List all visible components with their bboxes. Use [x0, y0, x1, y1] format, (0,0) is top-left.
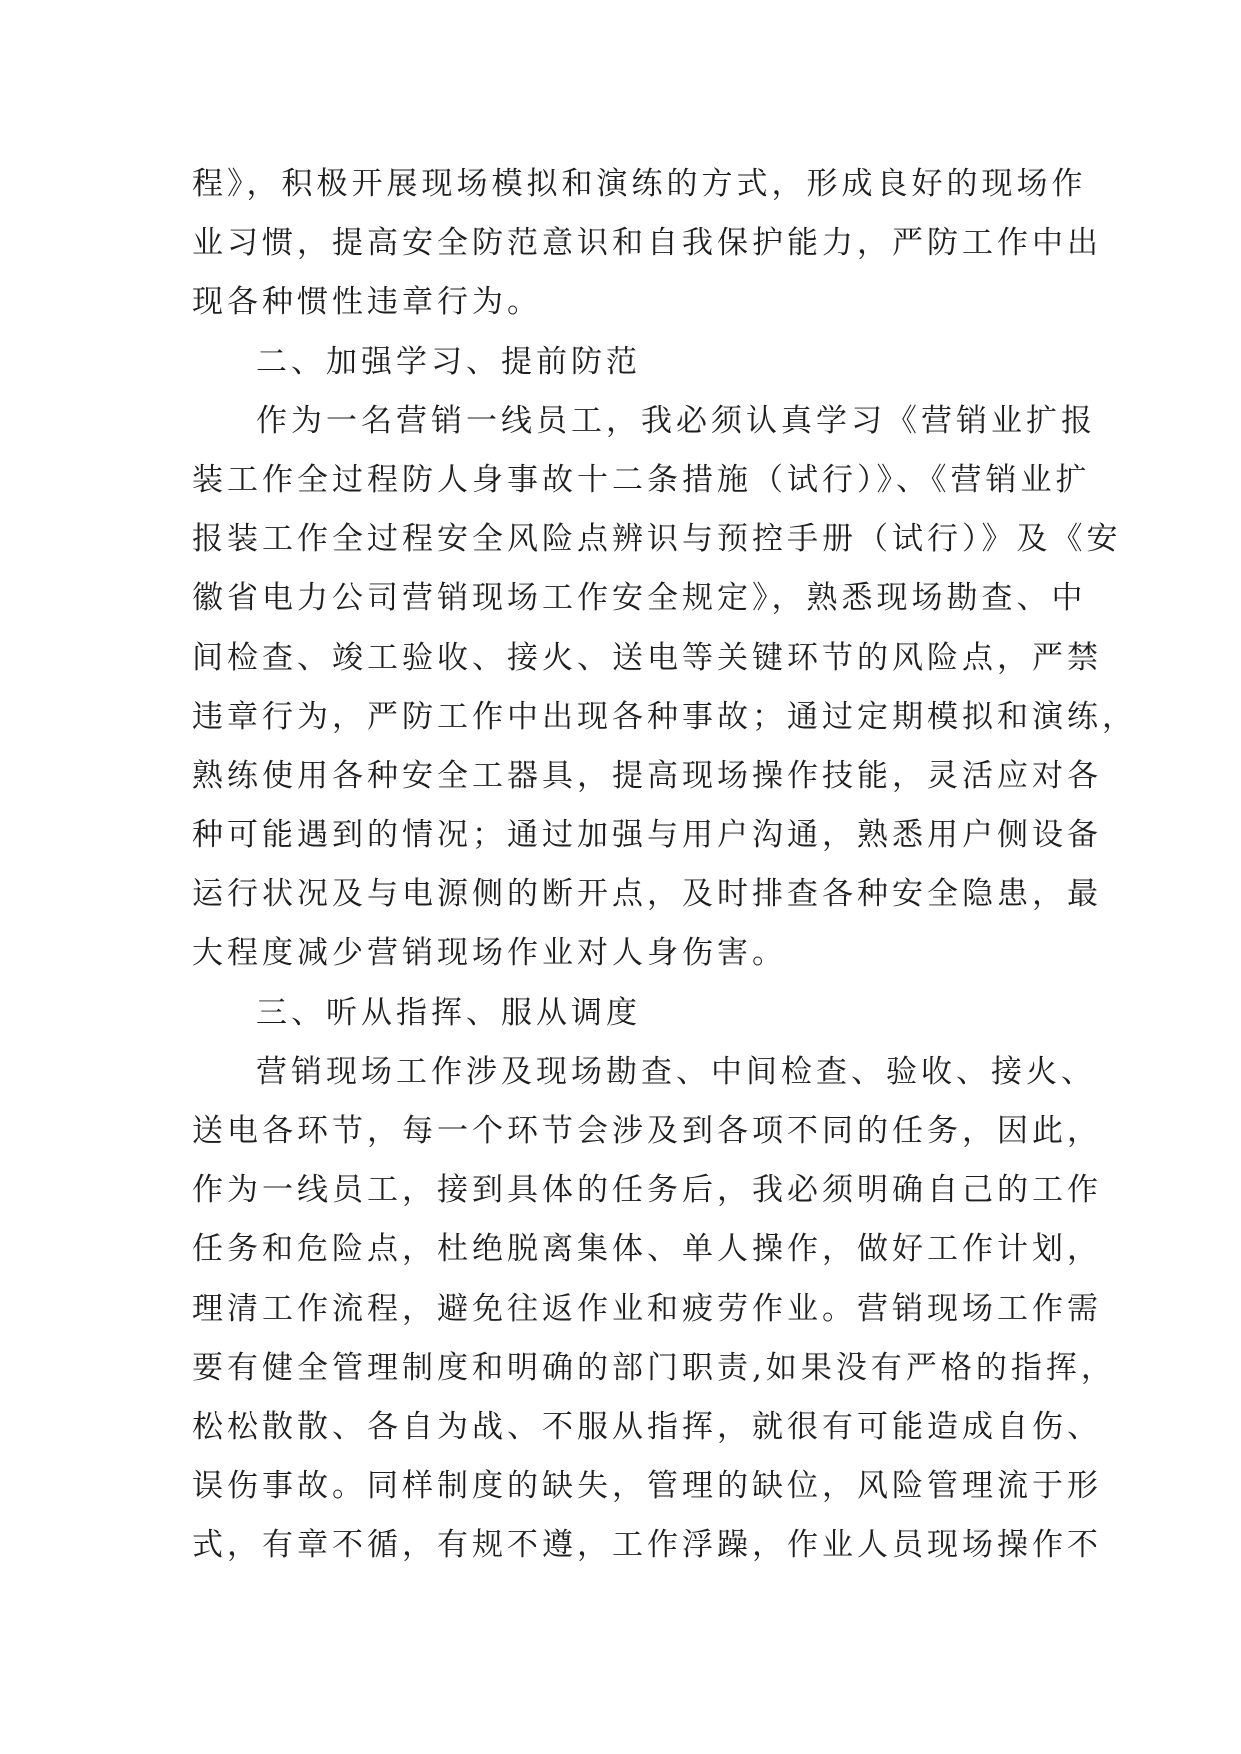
text-line: 间检查、竣工验收、接火、送电等关键环节的风险点，严禁: [192, 639, 1102, 676]
text-line: 营销现场工作涉及现场勘查、中间检查、验收、接火、: [256, 1053, 1096, 1090]
text-line: 作为一名营销一线员工，我必须认真学习《营销业扩报: [256, 402, 1096, 439]
text-line: 熟练使用各种安全工器具，提高现场操作技能，灵活应对各: [192, 757, 1102, 794]
text-line: 运行状况及与电源侧的断开点，及时排查各种安全隐患，最: [192, 876, 1102, 913]
text-line: 松松散散、各自为战、不服从指挥，就很有可能造成自伤、: [192, 1408, 1102, 1445]
text-line: 作为一线员工，接到具体的任务后，我必须明确自己的工作: [192, 1172, 1102, 1209]
section-heading: 三、听从指挥、服从调度: [256, 994, 641, 1031]
text-line: 程》，积极开展现场模拟和演练的方式，形成良好的现场作: [192, 166, 1087, 202]
text-line: 装工作全过程防人身事故十二条措施（试行）》、《营销业扩: [192, 461, 1091, 498]
text-line: 现各种惯性违章行为。: [192, 284, 542, 321]
section-heading: 二、加强学习、提前防范: [256, 343, 641, 380]
text-line: 式，有章不循，有规不遵，工作浮躁，作业人员现场操作不: [192, 1527, 1102, 1564]
document-body: [192, 155, 1137, 1576]
text-line: 业习惯，提高安全防范意识和自我保护能力，严防工作中出: [192, 225, 1102, 262]
text-line: 要有健全管理制度和明确的部门职责,如果没有严格的指挥，: [192, 1349, 1116, 1386]
text-line: 任务和危险点，杜绝脱离集体、单人操作，做好工作计划，: [192, 1231, 1102, 1268]
text-line: 大程度减少营销现场作业对人身伤害。: [192, 935, 787, 972]
text-line: 误伤事故。同样制度的缺失，管理的缺位，风险管理流于形: [192, 1468, 1102, 1505]
text-line: 违章行为，严防工作中出现各种事故；通过定期模拟和演练，: [192, 698, 1137, 735]
text-line: 种可能遇到的情况；通过加强与用户沟通，熟悉用户侧设备: [192, 817, 1102, 854]
text-line: 徽省电力公司营销现场工作安全规定》，熟悉现场勘查、中: [192, 580, 1087, 617]
text-line: 报装工作全过程安全风险点辨识与预控手册（试行）》及《安: [192, 521, 1122, 558]
text-line: 理清工作流程，避免往返作业和疲劳作业。营销现场工作需: [192, 1290, 1102, 1327]
text-line: 送电各环节，每一个环节会涉及到各项不同的任务，因此，: [192, 1113, 1102, 1149]
